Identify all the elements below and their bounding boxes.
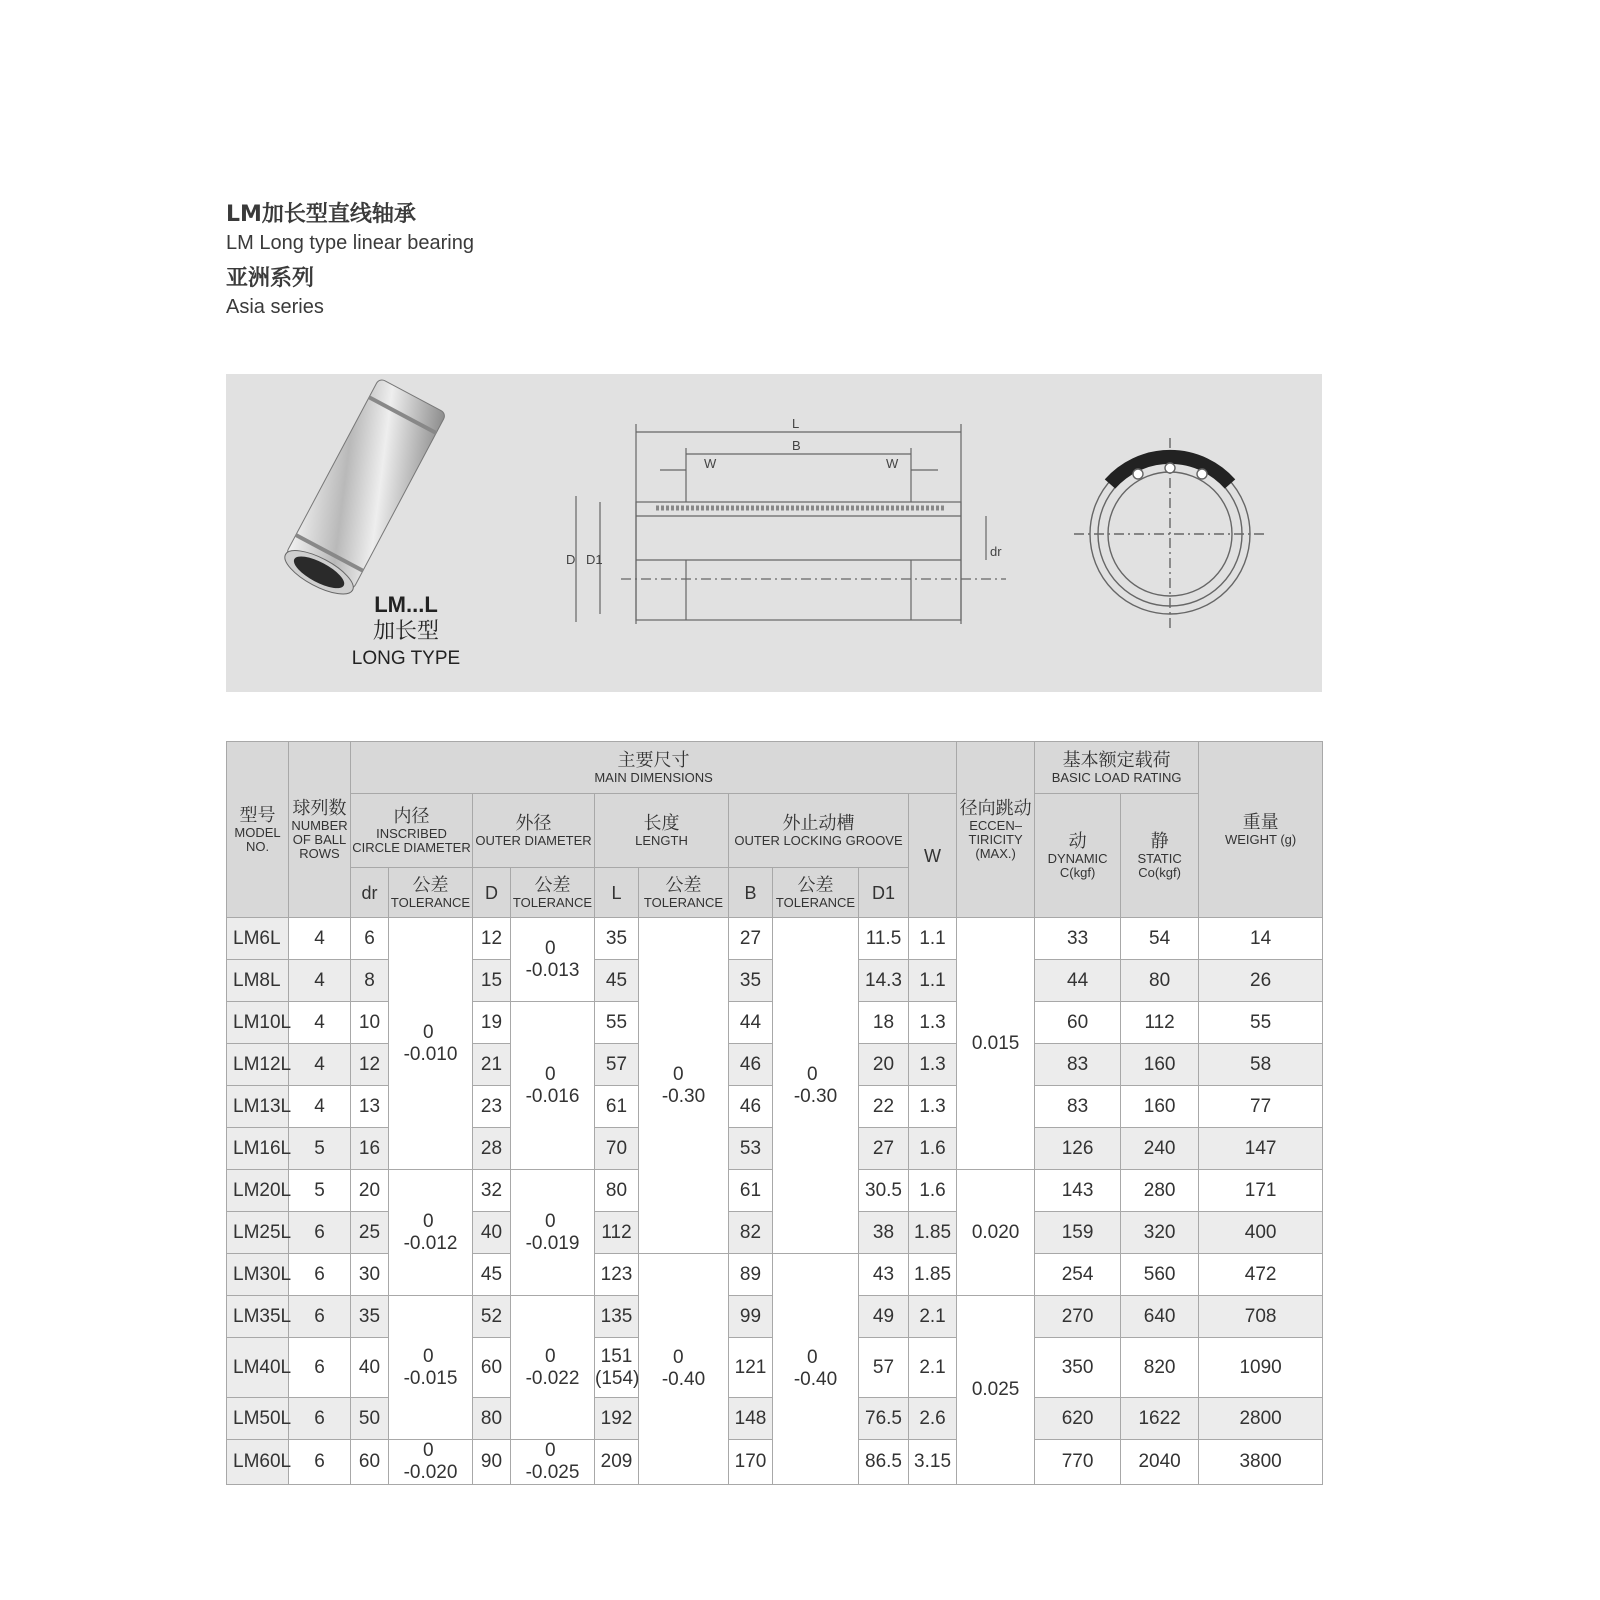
table-cell-l: 151 (154) xyxy=(595,1338,639,1398)
table-cell-w: 1.3 xyxy=(909,1044,957,1086)
tol-l-group-a: 0 -0.30 xyxy=(639,918,729,1254)
table-cell-weight: 147 xyxy=(1199,1128,1323,1170)
spec-table xyxy=(226,741,1323,1485)
tol-b-group-b: 0 -0.40 xyxy=(773,1254,859,1485)
table-cell-l: 209 xyxy=(595,1440,639,1485)
table-cell-l: 192 xyxy=(595,1398,639,1440)
table-cell-dynamic: 44 xyxy=(1035,960,1121,1002)
table-cell-static: 160 xyxy=(1121,1086,1199,1128)
table-cell-weight: 2800 xyxy=(1199,1398,1323,1440)
table-cell-d: 80 xyxy=(473,1398,511,1440)
table-cell-model: LM20L xyxy=(227,1170,289,1212)
table-cell-w: 1.1 xyxy=(909,960,957,1002)
table-cell-b: 27 xyxy=(729,918,773,960)
table-cell-weight: 77 xyxy=(1199,1086,1323,1128)
table-cell-dr: 8 xyxy=(351,960,389,1002)
table-cell-d: 19 xyxy=(473,1002,511,1044)
table-cell-d: 32 xyxy=(473,1170,511,1212)
table-cell-l: 123 xyxy=(595,1254,639,1296)
table-cell-static: 280 xyxy=(1121,1170,1199,1212)
title-en: LM Long type linear bearing xyxy=(226,232,474,254)
dim-label-D1: D1 xyxy=(586,552,603,567)
table-cell-b: 35 xyxy=(729,960,773,1002)
table-cell-static: 80 xyxy=(1121,960,1199,1002)
table-cell-rows: 6 xyxy=(289,1212,351,1254)
table-cell-w: 2.1 xyxy=(909,1338,957,1398)
header-dynamic: 动 DYNAMIC C(kgf) xyxy=(1035,794,1121,918)
tol-dr-group-b: 0 -0.012 xyxy=(389,1170,473,1296)
end-view-drawing-icon xyxy=(1074,438,1266,630)
table-cell-l: 135 xyxy=(595,1296,639,1338)
table-cell-rows: 6 xyxy=(289,1440,351,1485)
header-main-dimensions: 主要尺寸 MAIN DIMENSIONS xyxy=(351,742,957,794)
table-cell-rows: 4 xyxy=(289,1002,351,1044)
table-cell-weight: 1090 xyxy=(1199,1338,1323,1398)
product-type-en: LONG TYPE xyxy=(351,648,461,669)
table-cell-dr: 6 xyxy=(351,918,389,960)
product-model: LM...L xyxy=(374,592,438,617)
table-cell-dr: 35 xyxy=(351,1296,389,1338)
table-cell-weight: 26 xyxy=(1199,960,1323,1002)
dim-label-W-right: W xyxy=(886,456,899,471)
table-cell-dr: 40 xyxy=(351,1338,389,1398)
table-cell-d1: 27 xyxy=(859,1128,909,1170)
table-cell-b: 61 xyxy=(729,1170,773,1212)
table-cell-dynamic: 770 xyxy=(1035,1440,1121,1485)
table-cell-model: LM12L xyxy=(227,1044,289,1086)
table-cell-dr: 12 xyxy=(351,1044,389,1086)
header-inscribed: 内径 INSCRIBED CIRCLE DIAMETER xyxy=(351,794,473,868)
product-type-zh: 加长型 xyxy=(372,619,439,644)
header-d1: D1 xyxy=(859,868,909,918)
table-cell-d: 23 xyxy=(473,1086,511,1128)
header-dr: dr xyxy=(351,868,389,918)
table-cell-l: 61 xyxy=(595,1086,639,1128)
header-dr-tol: 公差 TOLERANCE xyxy=(389,868,473,918)
table-cell-dr: 30 xyxy=(351,1254,389,1296)
table-cell-d1: 11.5 xyxy=(859,918,909,960)
table-cell-d1: 86.5 xyxy=(859,1440,909,1485)
table-cell-model: LM8L xyxy=(227,960,289,1002)
series-en: Asia series xyxy=(226,296,324,318)
header-d-tol: 公差 TOLERANCE xyxy=(511,868,595,918)
table-cell-dynamic: 83 xyxy=(1035,1044,1121,1086)
table-cell-d1: 49 xyxy=(859,1296,909,1338)
header-model: 型号 MODEL NO. xyxy=(227,742,289,918)
table-cell-rows: 5 xyxy=(289,1128,351,1170)
section-drawing-icon xyxy=(576,424,1006,624)
table-cell-b: 148 xyxy=(729,1398,773,1440)
table-cell-static: 1622 xyxy=(1121,1398,1199,1440)
dim-label-dr: dr xyxy=(990,544,1002,559)
table-cell-model: LM50L xyxy=(227,1398,289,1440)
table-cell-d: 45 xyxy=(473,1254,511,1296)
table-cell-w: 3.15 xyxy=(909,1440,957,1485)
title-zh: LM加长型直线轴承 xyxy=(226,202,416,227)
header-length: 长度 LENGTH xyxy=(595,794,729,868)
table-cell-rows: 6 xyxy=(289,1338,351,1398)
header-ball-rows: 球列数 NUMBER OF BALL ROWS xyxy=(289,742,351,918)
header-static: 静 STATIC Co(kgf) xyxy=(1121,794,1199,918)
table-cell-d: 40 xyxy=(473,1212,511,1254)
table-cell-dynamic: 270 xyxy=(1035,1296,1121,1338)
table-cell-static: 820 xyxy=(1121,1338,1199,1398)
tol-dr-group-d: 0 -0.020 xyxy=(389,1440,473,1485)
table-cell-dynamic: 83 xyxy=(1035,1086,1121,1128)
table-cell-dynamic: 33 xyxy=(1035,918,1121,960)
table-cell-b: 44 xyxy=(729,1002,773,1044)
table-cell-dynamic: 143 xyxy=(1035,1170,1121,1212)
table-cell-model: LM25L xyxy=(227,1212,289,1254)
table-cell-b: 53 xyxy=(729,1128,773,1170)
table-cell-d: 21 xyxy=(473,1044,511,1086)
table-cell-dr: 13 xyxy=(351,1086,389,1128)
table-cell-l: 35 xyxy=(595,918,639,960)
table-cell-b: 170 xyxy=(729,1440,773,1485)
table-cell-weight: 14 xyxy=(1199,918,1323,960)
table-cell-d1: 30.5 xyxy=(859,1170,909,1212)
header-outer: 外径 OUTER DIAMETER xyxy=(473,794,595,868)
table-cell-dr: 20 xyxy=(351,1170,389,1212)
table-cell-d: 12 xyxy=(473,918,511,960)
page-heading xyxy=(226,200,474,320)
table-cell-rows: 6 xyxy=(289,1398,351,1440)
table-cell-b: 46 xyxy=(729,1044,773,1086)
table-cell-model: LM10L xyxy=(227,1002,289,1044)
table-cell-b: 82 xyxy=(729,1212,773,1254)
table-cell-rows: 4 xyxy=(289,960,351,1002)
tol-d-group-b: 0 -0.016 xyxy=(511,1002,595,1170)
table-cell-d1: 20 xyxy=(859,1044,909,1086)
header-w: W xyxy=(909,794,957,918)
table-cell-static: 54 xyxy=(1121,918,1199,960)
table-cell-d1: 22 xyxy=(859,1086,909,1128)
table-cell-model: LM60L xyxy=(227,1440,289,1485)
table-cell-dr: 60 xyxy=(351,1440,389,1485)
table-cell-dr: 25 xyxy=(351,1212,389,1254)
ecc-group-a: 0.015 xyxy=(957,918,1035,1170)
table-cell-model: LM35L xyxy=(227,1296,289,1338)
table-cell-w: 2.1 xyxy=(909,1296,957,1338)
table-cell-static: 640 xyxy=(1121,1296,1199,1338)
table-cell-l: 112 xyxy=(595,1212,639,1254)
tol-l-group-b: 0 -0.40 xyxy=(639,1254,729,1485)
table-cell-rows: 6 xyxy=(289,1254,351,1296)
dim-label-L: L xyxy=(792,416,800,431)
table-cell-static: 2040 xyxy=(1121,1440,1199,1485)
bearing-photo-icon xyxy=(279,378,447,603)
table-cell-static: 560 xyxy=(1121,1254,1199,1296)
table-cell-rows: 6 xyxy=(289,1296,351,1338)
table-cell-static: 240 xyxy=(1121,1128,1199,1170)
table-cell-w: 1.1 xyxy=(909,918,957,960)
table-cell-weight: 55 xyxy=(1199,1002,1323,1044)
table-cell-w: 1.3 xyxy=(909,1002,957,1044)
table-cell-static: 160 xyxy=(1121,1044,1199,1086)
table-cell-weight: 3800 xyxy=(1199,1440,1323,1485)
table-cell-static: 112 xyxy=(1121,1002,1199,1044)
table-cell-w: 1.6 xyxy=(909,1128,957,1170)
table-cell-dr: 50 xyxy=(351,1398,389,1440)
table-cell-model: LM40L xyxy=(227,1338,289,1398)
dim-label-B: B xyxy=(792,438,801,453)
table-cell-l: 45 xyxy=(595,960,639,1002)
table-cell-dynamic: 350 xyxy=(1035,1338,1121,1398)
product-label xyxy=(346,592,466,672)
table-cell-w: 1.85 xyxy=(909,1212,957,1254)
table-cell-dynamic: 159 xyxy=(1035,1212,1121,1254)
table-cell-model: LM30L xyxy=(227,1254,289,1296)
table-cell-model: LM16L xyxy=(227,1128,289,1170)
table-cell-weight: 171 xyxy=(1199,1170,1323,1212)
header-load-rating: 基本额定载荷 BASIC LOAD RATING xyxy=(1035,742,1199,794)
tol-d-group-d: 0 -0.022 xyxy=(511,1296,595,1440)
table-cell-b: 46 xyxy=(729,1086,773,1128)
header-groove: 外止动槽 OUTER LOCKING GROOVE xyxy=(729,794,909,868)
table-cell-rows: 4 xyxy=(289,918,351,960)
table-cell-b: 89 xyxy=(729,1254,773,1296)
table-cell-l: 57 xyxy=(595,1044,639,1086)
table-cell-d1: 18 xyxy=(859,1002,909,1044)
header-b: B xyxy=(729,868,773,918)
dim-label-D: D xyxy=(566,552,576,567)
ecc-group-c: 0.025 xyxy=(957,1296,1035,1485)
dim-label-W-left: W xyxy=(704,456,717,471)
table-cell-d: 15 xyxy=(473,960,511,1002)
table-cell-d: 52 xyxy=(473,1296,511,1338)
table-cell-d1: 43 xyxy=(859,1254,909,1296)
tol-d-group-a: 0 -0.013 xyxy=(511,918,595,1002)
header-l-tol: 公差 TOLERANCE xyxy=(639,868,729,918)
table-cell-model: LM6L xyxy=(227,918,289,960)
table-cell-weight: 58 xyxy=(1199,1044,1323,1086)
table-cell-dynamic: 620 xyxy=(1035,1398,1121,1440)
table-cell-w: 2.6 xyxy=(909,1398,957,1440)
table-cell-dynamic: 60 xyxy=(1035,1002,1121,1044)
tol-d-group-c: 0 -0.019 xyxy=(511,1170,595,1296)
product-banner xyxy=(226,374,1322,692)
table-cell-dr: 16 xyxy=(351,1128,389,1170)
table-cell-l: 55 xyxy=(595,1002,639,1044)
table-cell-b: 99 xyxy=(729,1296,773,1338)
table-cell-static: 320 xyxy=(1121,1212,1199,1254)
table-cell-d1: 14.3 xyxy=(859,960,909,1002)
table-cell-rows: 4 xyxy=(289,1044,351,1086)
series-zh: 亚洲系列 xyxy=(226,266,315,291)
ecc-group-b: 0.020 xyxy=(957,1170,1035,1296)
table-cell-d1: 57 xyxy=(859,1338,909,1398)
header-d: D xyxy=(473,868,511,918)
header-b-tol: 公差 TOLERANCE xyxy=(773,868,859,918)
table-cell-dr: 10 xyxy=(351,1002,389,1044)
table-cell-l: 80 xyxy=(595,1170,639,1212)
table-cell-w: 1.3 xyxy=(909,1086,957,1128)
tol-d-group-e: 0 -0.025 xyxy=(511,1440,595,1485)
header-eccentricity: 径向跳动 ECCEN– TIRICITY (MAX.) xyxy=(957,742,1035,918)
table-cell-l: 70 xyxy=(595,1128,639,1170)
table-cell-d1: 38 xyxy=(859,1212,909,1254)
tol-dr-group-c: 0 -0.015 xyxy=(389,1296,473,1440)
table-cell-w: 1.85 xyxy=(909,1254,957,1296)
table-cell-d: 28 xyxy=(473,1128,511,1170)
header-l: L xyxy=(595,868,639,918)
table-cell-dynamic: 126 xyxy=(1035,1128,1121,1170)
tol-dr-group-a: 0 -0.010 xyxy=(389,918,473,1170)
table-cell-weight: 400 xyxy=(1199,1212,1323,1254)
table-cell-model: LM13L xyxy=(227,1086,289,1128)
tol-b-group-a: 0 -0.30 xyxy=(773,918,859,1254)
header-weight: 重量 WEIGHT (g) xyxy=(1199,742,1323,918)
table-cell-rows: 4 xyxy=(289,1086,351,1128)
table-cell-weight: 708 xyxy=(1199,1296,1323,1338)
table-cell-dynamic: 254 xyxy=(1035,1254,1121,1296)
table-cell-d: 60 xyxy=(473,1338,511,1398)
table-cell-weight: 472 xyxy=(1199,1254,1323,1296)
table-cell-w: 1.6 xyxy=(909,1170,957,1212)
table-cell-d1: 76.5 xyxy=(859,1398,909,1440)
table-cell-b: 121 xyxy=(729,1338,773,1398)
table-cell-d: 90 xyxy=(473,1440,511,1485)
table-cell-rows: 5 xyxy=(289,1170,351,1212)
